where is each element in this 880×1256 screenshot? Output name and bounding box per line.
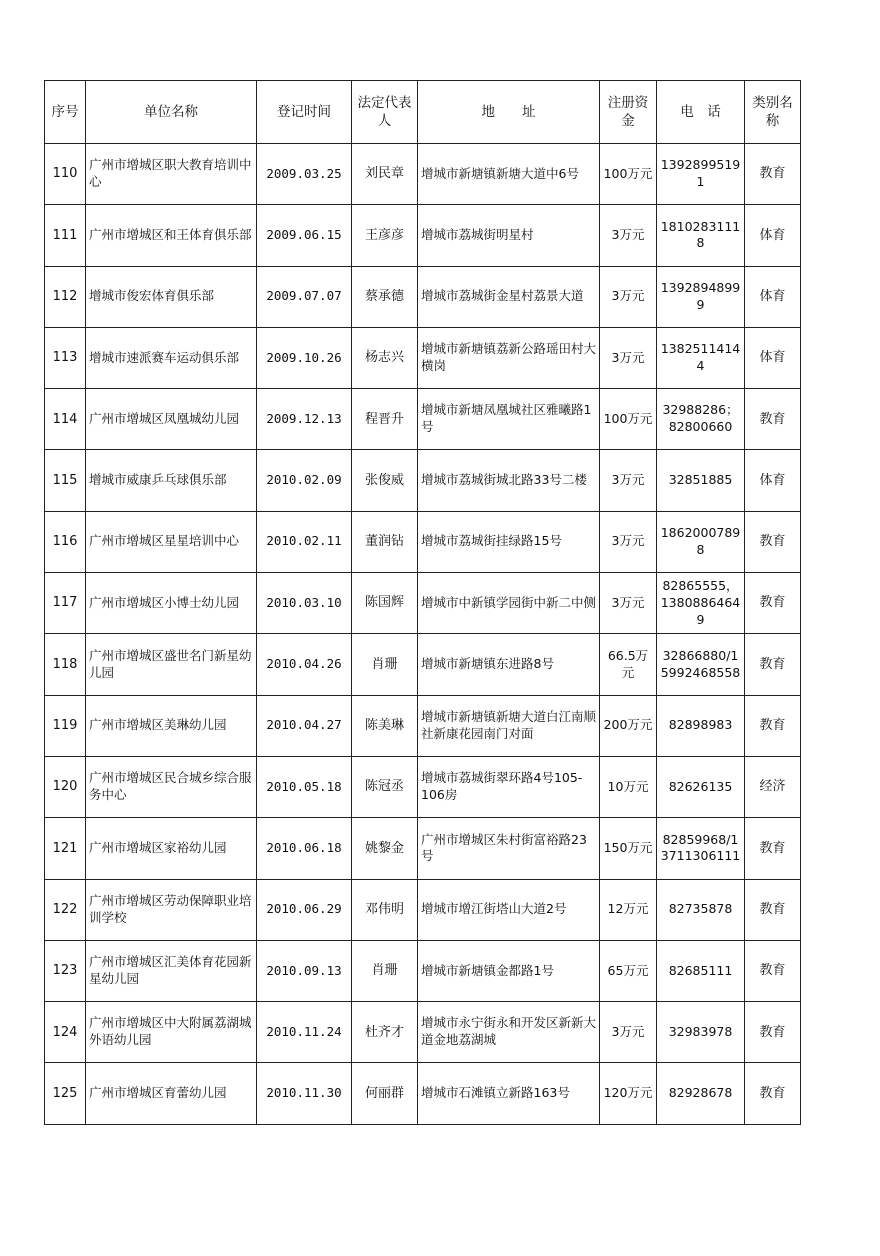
category-cell: 教育 xyxy=(745,695,801,756)
table-body xyxy=(45,144,801,1125)
table-row xyxy=(45,940,801,1001)
registration-date-cell: 2010.09.13 xyxy=(257,940,352,1001)
table-row xyxy=(45,389,801,450)
registered-capital-cell: 200万元 xyxy=(600,695,657,756)
unit-name-cell: 广州市增城区育蕾幼儿园 xyxy=(86,1063,257,1124)
registered-capital-cell: 12万元 xyxy=(600,879,657,940)
phone-number-cell: 82626135 xyxy=(657,756,745,817)
registered-capital-cell: 3万元 xyxy=(600,450,657,511)
legal-representative-cell: 肖珊 xyxy=(352,940,418,1001)
legal-representative-cell: 邓伟明 xyxy=(352,879,418,940)
registration-date-cell: 2010.11.30 xyxy=(257,1063,352,1124)
table-header xyxy=(45,81,801,144)
registration-date-cell: 2010.04.26 xyxy=(257,634,352,695)
registration-date-cell: 2009.06.15 xyxy=(257,205,352,266)
header-date: 登记时间 xyxy=(257,81,352,144)
category-cell: 教育 xyxy=(745,144,801,205)
category-cell: 教育 xyxy=(745,634,801,695)
table-row xyxy=(45,634,801,695)
unit-name-cell: 广州市增城区和王体育俱乐部 xyxy=(86,205,257,266)
unit-name-cell: 广州市增城区民合城乡综合服务中心 xyxy=(86,756,257,817)
registered-capital-cell: 100万元 xyxy=(600,144,657,205)
registered-capital-cell: 3万元 xyxy=(600,511,657,572)
legal-representative-cell: 程晋升 xyxy=(352,389,418,450)
registration-date-cell: 2010.03.10 xyxy=(257,573,352,634)
table-row xyxy=(45,266,801,327)
category-cell: 教育 xyxy=(745,511,801,572)
phone-number-cell: 32866880/15992468558 xyxy=(657,634,745,695)
header-category: 类别名称 xyxy=(745,81,801,144)
header-name: 单位名称 xyxy=(86,81,257,144)
phone-number-cell: 18620007898 xyxy=(657,511,745,572)
organization-registry-table xyxy=(44,80,801,1125)
address-cell: 增城市新塘镇金都路1号 xyxy=(418,940,600,1001)
table-row xyxy=(45,144,801,205)
table-row xyxy=(45,695,801,756)
unit-name-cell: 广州市增城区家裕幼儿园 xyxy=(86,818,257,879)
phone-number-cell: 13928948999 xyxy=(657,266,745,327)
category-cell: 教育 xyxy=(745,879,801,940)
legal-representative-cell: 肖珊 xyxy=(352,634,418,695)
registered-capital-cell: 65万元 xyxy=(600,940,657,1001)
registered-capital-cell: 3万元 xyxy=(600,327,657,388)
row-number-cell: 119 xyxy=(45,695,86,756)
legal-representative-cell: 陈美琳 xyxy=(352,695,418,756)
table-row xyxy=(45,450,801,511)
row-number-cell: 112 xyxy=(45,266,86,327)
registration-date-cell: 2010.04.27 xyxy=(257,695,352,756)
row-number-cell: 110 xyxy=(45,144,86,205)
row-number-cell: 125 xyxy=(45,1063,86,1124)
legal-representative-cell: 陈冠丞 xyxy=(352,756,418,817)
category-cell: 教育 xyxy=(745,818,801,879)
category-cell: 体育 xyxy=(745,266,801,327)
registered-capital-cell: 100万元 xyxy=(600,389,657,450)
row-number-cell: 113 xyxy=(45,327,86,388)
legal-representative-cell: 董润钻 xyxy=(352,511,418,572)
table-row xyxy=(45,573,801,634)
phone-number-cell: 82685111 xyxy=(657,940,745,1001)
header-num: 序号 xyxy=(45,81,86,144)
address-cell: 增城市荔城街城北路33号二楼 xyxy=(418,450,600,511)
registered-capital-cell: 3万元 xyxy=(600,573,657,634)
unit-name-cell: 广州市增城区美琳幼儿园 xyxy=(86,695,257,756)
category-cell: 体育 xyxy=(745,327,801,388)
category-cell: 体育 xyxy=(745,450,801,511)
registration-date-cell: 2009.12.13 xyxy=(257,389,352,450)
unit-name-cell: 广州市增城区汇美体育花园新星幼儿园 xyxy=(86,940,257,1001)
address-cell: 增城市中新镇学园街中新二中侧 xyxy=(418,573,600,634)
registered-capital-cell: 3万元 xyxy=(600,266,657,327)
header-address: 地 址 xyxy=(418,81,600,144)
header-capital: 注册资金 xyxy=(600,81,657,144)
row-number-cell: 124 xyxy=(45,1002,86,1063)
unit-name-cell: 增城市俊宏体育俱乐部 xyxy=(86,266,257,327)
registration-date-cell: 2010.11.24 xyxy=(257,1002,352,1063)
table-row xyxy=(45,327,801,388)
legal-representative-cell: 杨志兴 xyxy=(352,327,418,388)
row-number-cell: 118 xyxy=(45,634,86,695)
unit-name-cell: 广州市增城区职大教育培训中心 xyxy=(86,144,257,205)
registration-date-cell: 2009.07.07 xyxy=(257,266,352,327)
address-cell: 增城市新塘镇新塘大道白江南顺社新康花园南门对面 xyxy=(418,695,600,756)
table-row xyxy=(45,1063,801,1124)
unit-name-cell: 广州市增城区星星培训中心 xyxy=(86,511,257,572)
legal-representative-cell: 刘民章 xyxy=(352,144,418,205)
address-cell: 增城市石滩镇立新路163号 xyxy=(418,1063,600,1124)
phone-number-cell: 18102831118 xyxy=(657,205,745,266)
registered-capital-cell: 120万元 xyxy=(600,1063,657,1124)
registration-date-cell: 2009.10.26 xyxy=(257,327,352,388)
address-cell: 增城市荔城街金星村荔景大道 xyxy=(418,266,600,327)
registration-date-cell: 2010.06.18 xyxy=(257,818,352,879)
phone-number-cell: 82859968/13711306111 xyxy=(657,818,745,879)
phone-number-cell: 82898983 xyxy=(657,695,745,756)
registered-capital-cell: 150万元 xyxy=(600,818,657,879)
registration-date-cell: 2010.06.29 xyxy=(257,879,352,940)
category-cell: 教育 xyxy=(745,1063,801,1124)
category-cell: 教育 xyxy=(745,940,801,1001)
unit-name-cell: 增城市速派赛车运动俱乐部 xyxy=(86,327,257,388)
address-cell: 增城市新塘镇东进路8号 xyxy=(418,634,600,695)
registration-date-cell: 2010.02.09 xyxy=(257,450,352,511)
category-cell: 经济 xyxy=(745,756,801,817)
phone-number-cell: 82735878 xyxy=(657,879,745,940)
phone-number-cell: 32983978 xyxy=(657,1002,745,1063)
row-number-cell: 122 xyxy=(45,879,86,940)
address-cell: 广州市增城区朱村街富裕路23号 xyxy=(418,818,600,879)
phone-number-cell: 32988286；82800660 xyxy=(657,389,745,450)
registration-date-cell: 2010.05.18 xyxy=(257,756,352,817)
header-rep: 法定代表人 xyxy=(352,81,418,144)
legal-representative-cell: 王彦彦 xyxy=(352,205,418,266)
phone-number-cell: 82865555，13808864649 xyxy=(657,573,745,634)
address-cell: 增城市新塘镇荔新公路瑶田村大横岗 xyxy=(418,327,600,388)
unit-name-cell: 广州市增城区凤凰城幼儿园 xyxy=(86,389,257,450)
category-cell: 教育 xyxy=(745,573,801,634)
category-cell: 教育 xyxy=(745,1002,801,1063)
address-cell: 增城市增江街塔山大道2号 xyxy=(418,879,600,940)
address-cell: 增城市荔城街挂绿路15号 xyxy=(418,511,600,572)
table-row xyxy=(45,879,801,940)
phone-number-cell: 13928995191 xyxy=(657,144,745,205)
registered-capital-cell: 3万元 xyxy=(600,1002,657,1063)
row-number-cell: 114 xyxy=(45,389,86,450)
registered-capital-cell: 66.5万元 xyxy=(600,634,657,695)
category-cell: 体育 xyxy=(745,205,801,266)
table-row xyxy=(45,1002,801,1063)
unit-name-cell: 广州市增城区小博士幼儿园 xyxy=(86,573,257,634)
registered-capital-cell: 10万元 xyxy=(600,756,657,817)
table-row xyxy=(45,756,801,817)
phone-number-cell: 32851885 xyxy=(657,450,745,511)
registration-date-cell: 2010.02.11 xyxy=(257,511,352,572)
address-cell: 增城市荔城街翠环路4号105-106房 xyxy=(418,756,600,817)
legal-representative-cell: 陈国辉 xyxy=(352,573,418,634)
legal-representative-cell: 何丽群 xyxy=(352,1063,418,1124)
row-number-cell: 121 xyxy=(45,818,86,879)
unit-name-cell: 广州市增城区中大附属荔湖城外语幼儿园 xyxy=(86,1002,257,1063)
row-number-cell: 116 xyxy=(45,511,86,572)
address-cell: 增城市荔城街明星村 xyxy=(418,205,600,266)
table-row xyxy=(45,205,801,266)
row-number-cell: 117 xyxy=(45,573,86,634)
legal-representative-cell: 杜齐才 xyxy=(352,1002,418,1063)
category-cell: 教育 xyxy=(745,389,801,450)
registered-capital-cell: 3万元 xyxy=(600,205,657,266)
unit-name-cell: 广州市增城区劳动保障职业培训学校 xyxy=(86,879,257,940)
phone-number-cell: 13825114144 xyxy=(657,327,745,388)
legal-representative-cell: 张俊威 xyxy=(352,450,418,511)
row-number-cell: 115 xyxy=(45,450,86,511)
row-number-cell: 111 xyxy=(45,205,86,266)
table-row xyxy=(45,511,801,572)
address-cell: 增城市新塘凤凰城社区雅曦路1号 xyxy=(418,389,600,450)
unit-name-cell: 广州市增城区盛世名门新星幼儿园 xyxy=(86,634,257,695)
header-row xyxy=(45,81,801,144)
row-number-cell: 120 xyxy=(45,756,86,817)
legal-representative-cell: 姚黎金 xyxy=(352,818,418,879)
header-phone: 电 话 xyxy=(657,81,745,144)
address-cell: 增城市新塘镇新塘大道中6号 xyxy=(418,144,600,205)
address-cell: 增城市永宁街永和开发区新新大道金地荔湖城 xyxy=(418,1002,600,1063)
registration-date-cell: 2009.03.25 xyxy=(257,144,352,205)
table-row xyxy=(45,818,801,879)
row-number-cell: 123 xyxy=(45,940,86,1001)
unit-name-cell: 增城市威康乒乓球俱乐部 xyxy=(86,450,257,511)
phone-number-cell: 82928678 xyxy=(657,1063,745,1124)
legal-representative-cell: 蔡承德 xyxy=(352,266,418,327)
